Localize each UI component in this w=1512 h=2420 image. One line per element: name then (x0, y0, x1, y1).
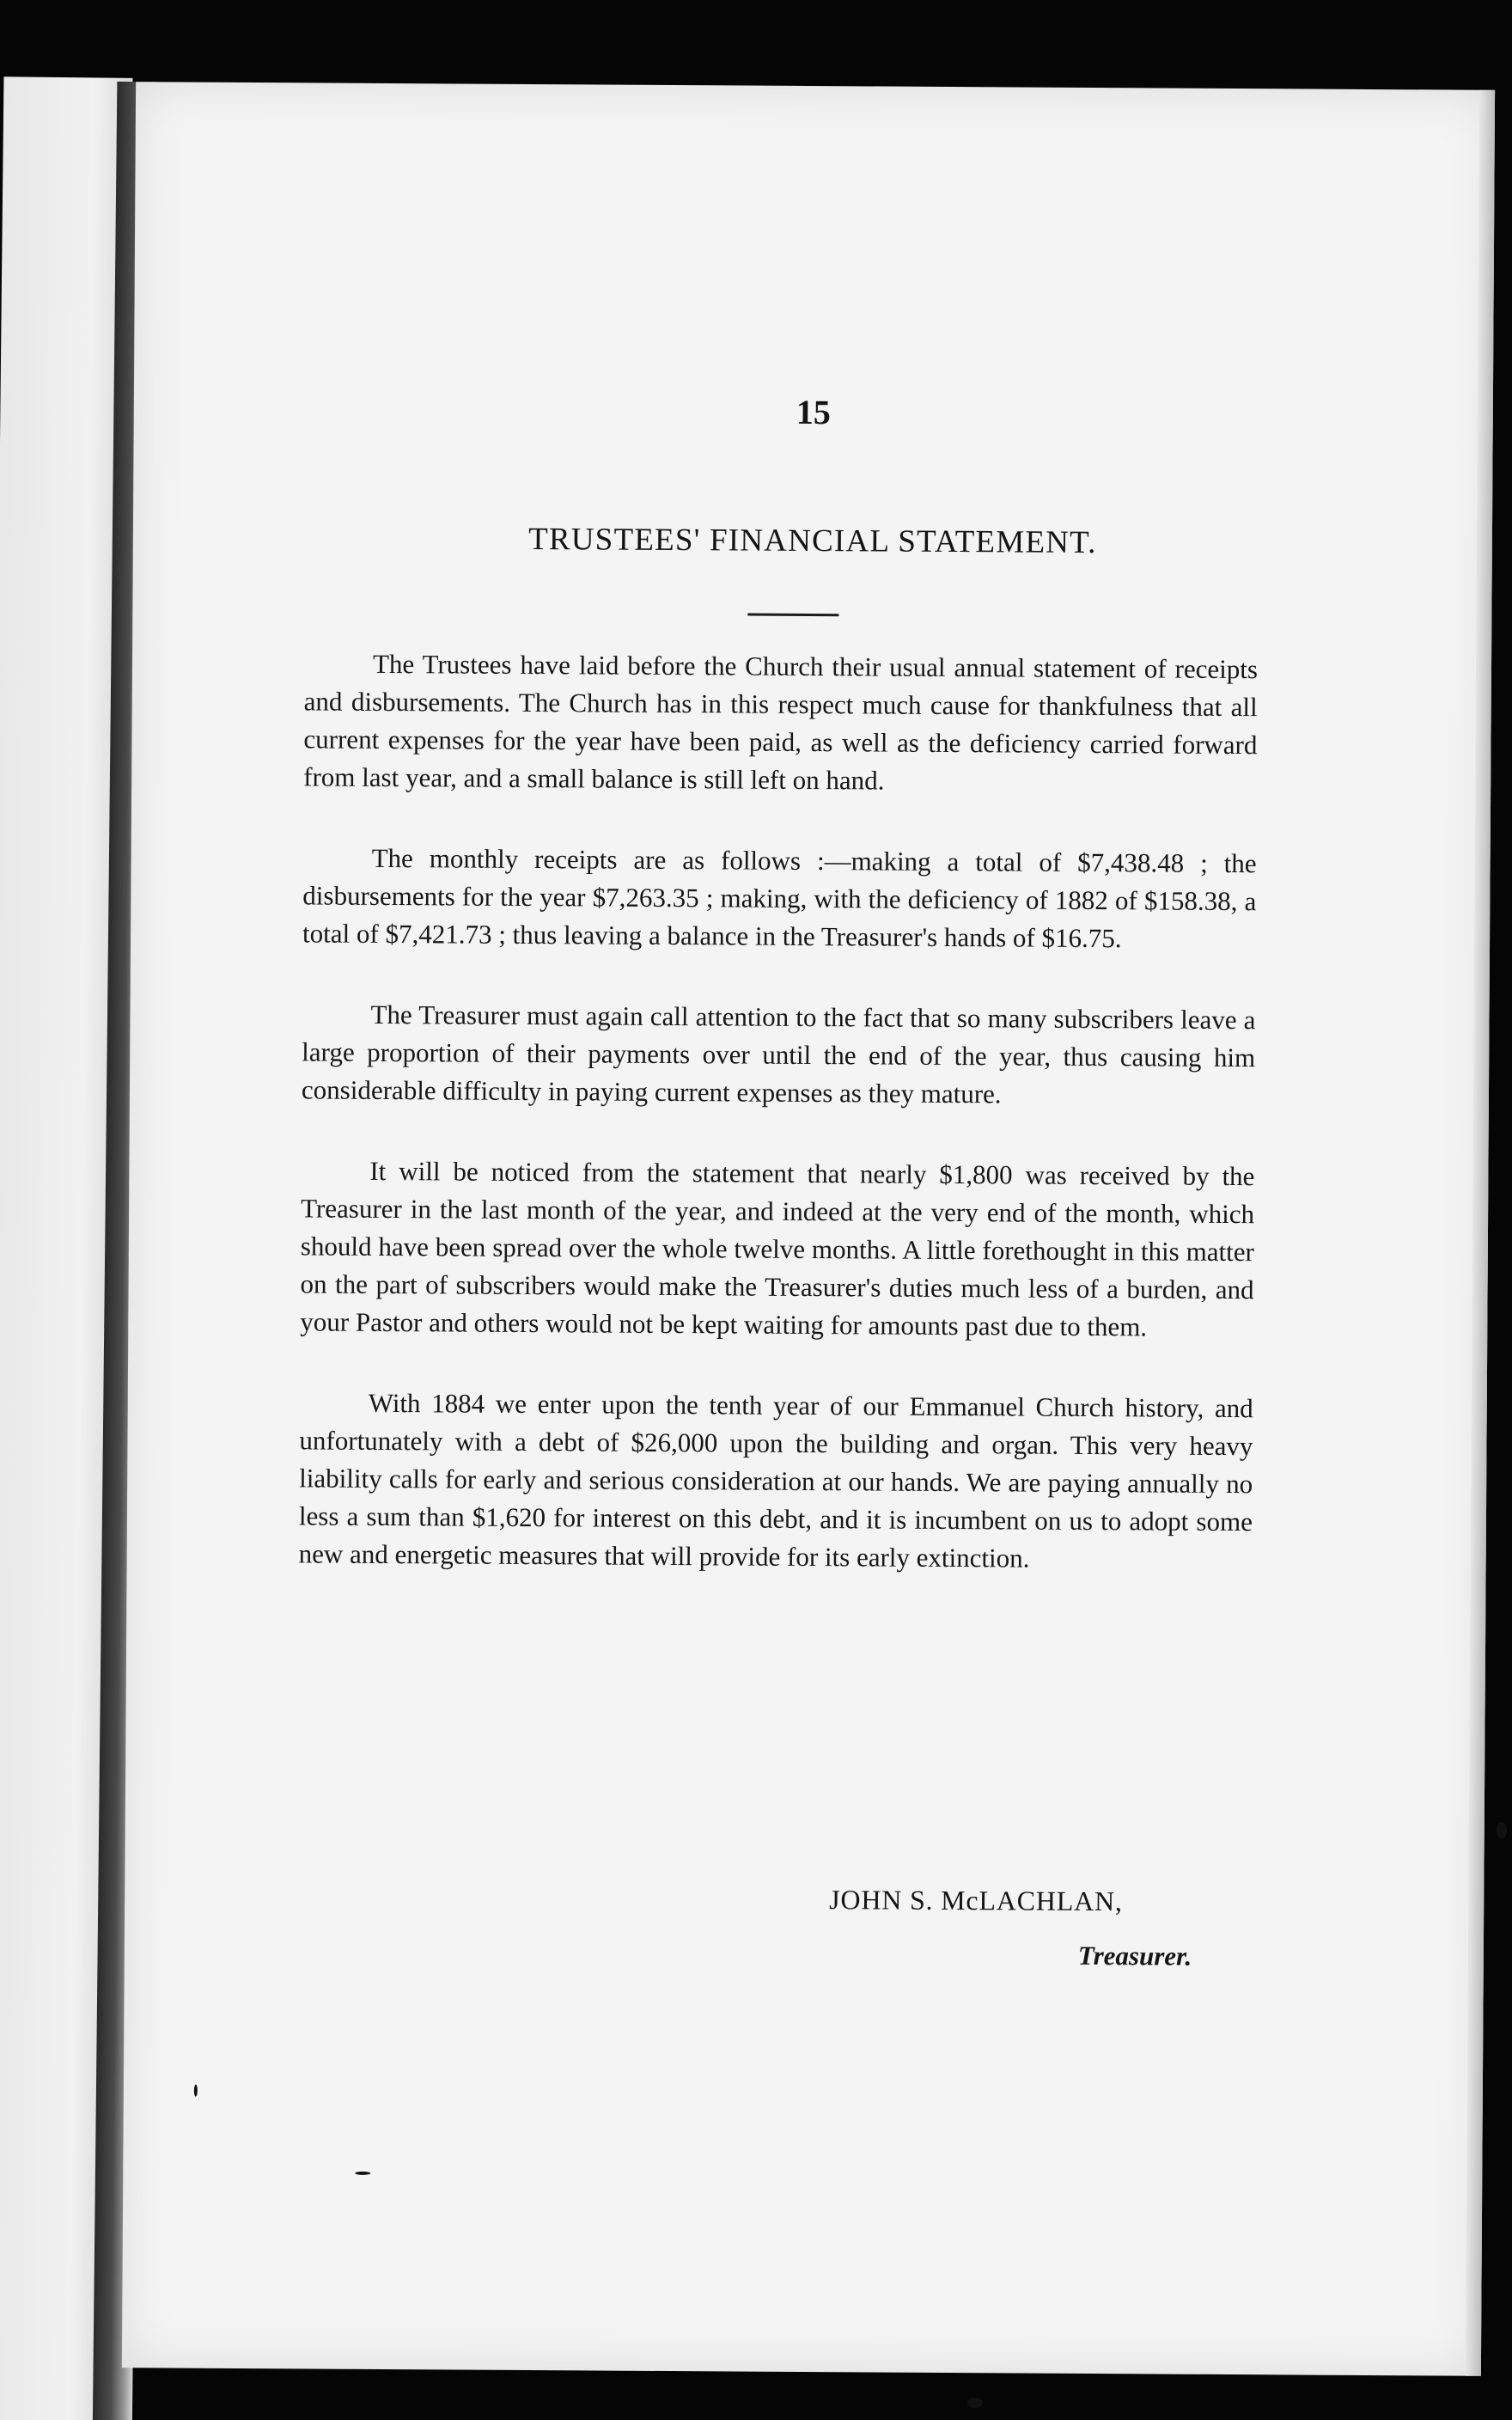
title-divider (747, 614, 838, 617)
ink-speck (194, 2085, 198, 2097)
ink-speck (1497, 1822, 1507, 1839)
paragraph: It will be noticed from the statement that nearly $1,800 was received by the Treasurer in the last month of the year, and indeed at the very end of the month, which should have been spread over the whole twelve months. A little forethought in this matter on the part of subscribers would make the Treasurer's duties much less of a burden, and your Pastor and others would not be kept waiting for amounts past due to them. (300, 1155, 1255, 1342)
signature-title: Treasurer. (1077, 1940, 1192, 1971)
page-number: 15 (796, 392, 831, 432)
paragraph: The Trustees have laid before the Church their usual annual statement of receipts and disbursements. The Church has in this respect much cause for thankfulness that all current expenses for the year have been paid, as well as the deficiency carried forward from last year, and a small balance is still left on hand. (303, 648, 1259, 796)
paragraph: With 1884 we enter upon the tenth year of our Emmanuel Church history, and unfortunately with a debt of $26,000 upon the building and organ. This very heavy liability calls for early and serious consideration at our hands. We are paying annually no less a sum than $1,620 for interest on this debt, and it is incumbent on us to adopt some new and energetic measures that will provide for its early extinction. (298, 1387, 1253, 1574)
paragraph: The Treasurer must again call attention to the fact that so many subscribers leave a large proportion of their payments over until the end of the year, thus causing him considerable difficulty in paying current expenses as they mature. (301, 999, 1256, 1109)
page-title: TRUSTEES' FINANCIAL STATEMENT. (528, 521, 1097, 561)
ink-speck (967, 2398, 983, 2408)
paragraph: The monthly receipts are as follows :—making a total of $7,438.48 ; the disbursements for the year $7,263.35 ; making, with the deficiency of 1882 of $158.38, a total of $7,421.73 ; thus leaving a balance in the Treasurer's hands of $16.75. (302, 842, 1257, 954)
document-page (122, 82, 1495, 2376)
statement-body (298, 645, 1258, 1622)
signature-name: JOHN S. McLACHLAN, (829, 1884, 1123, 1917)
ink-speck (355, 2172, 370, 2175)
